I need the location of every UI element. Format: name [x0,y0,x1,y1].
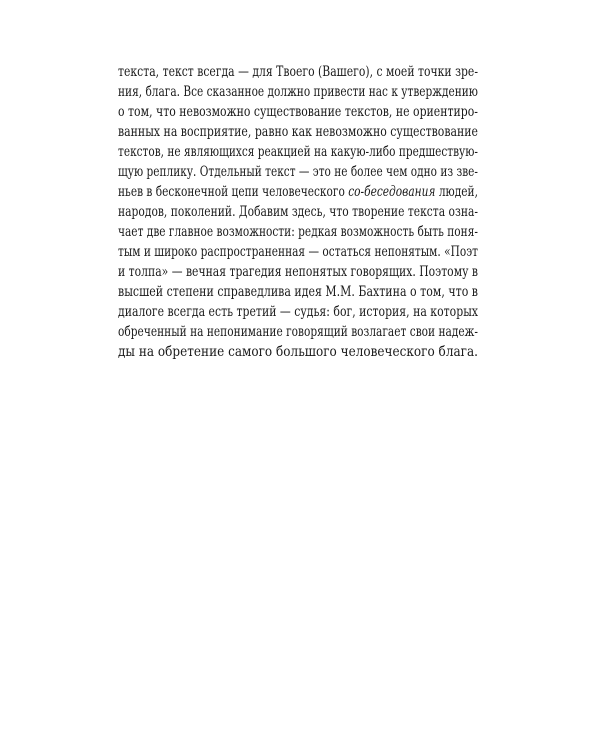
text-line [118,202,478,222]
text-line [118,322,478,342]
text-run: высшей степени справедлива идея М.М. Бахтина о том, что в [118,284,479,300]
text-line [118,342,478,362]
text-run: чает две главное возможности: редкая возможность быть поня- [118,224,478,240]
text-run: ванных на восприятие, равно как невозможно существование [118,124,479,140]
text-line [118,62,478,82]
text-line [118,102,478,122]
italic-term: со-беседования [348,184,436,200]
text-line [118,162,478,182]
body-paragraph [118,62,478,362]
text-run: ния, блага. Все сказанное должно привести нас к утверждению [118,84,479,100]
text-run: тым и широко распространенная — остаться непонятым. «Поэт [118,244,479,260]
text-run: диалоге всегда есть третий — судья: бог, история, на которых [118,304,479,320]
text-line [118,222,478,242]
text-run: ды на обретение самого большого человеческого блага. [118,344,478,360]
text-line [118,82,478,102]
text-run: текста, текст всегда — для Твоего (Вашего), с моей точки зре- [118,64,479,80]
text-run: народов, поколений. Добавим здесь, что творение текста озна- [118,204,479,220]
text-line [118,282,478,302]
text-run: о том, что невозможно существование текстов, не ориентиро- [118,104,479,120]
text-run: ньев в бесконечной цепи человеческого [118,184,349,200]
text-run: щую реплику. Отдельный текст — это не более чем одно из зве- [118,164,478,180]
text-line [118,302,478,322]
text-line [118,122,478,142]
text-run: текстов, не являющихся реакцией на какую-либо предшествую- [118,144,478,160]
text-line [118,242,478,262]
text-line [118,142,478,162]
text-run: обреченный на непонимание говорящий возлагает свои надеж- [118,324,478,340]
text-run: людей, [435,184,478,200]
text-line [118,262,478,282]
text-line [118,182,478,202]
text-run: и толпа» — вечная трагедия непонятых говорящих. Поэтому в [118,264,478,280]
